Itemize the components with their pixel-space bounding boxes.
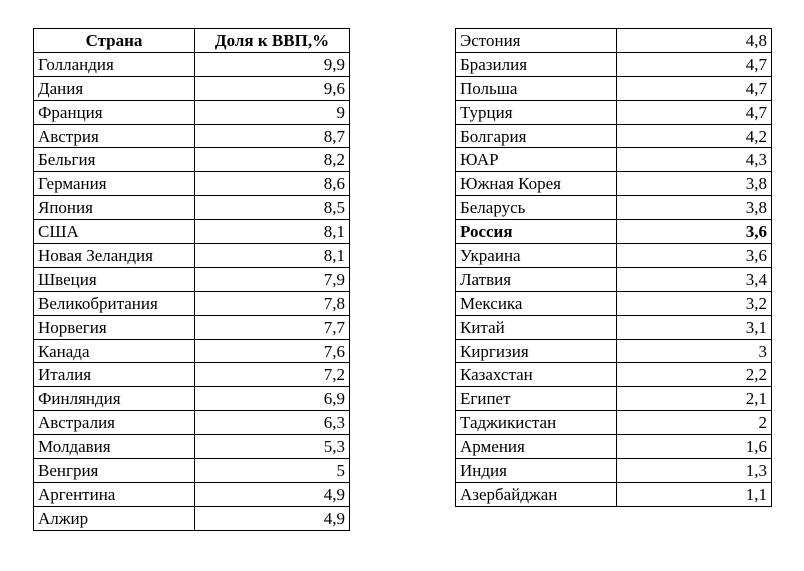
table-row <box>34 387 350 411</box>
table-row <box>456 267 772 291</box>
country-cell: Венгрия <box>34 459 195 483</box>
country-cell: Япония <box>34 196 195 220</box>
country-cell: Россия <box>456 220 617 244</box>
gdp-share-cell: 4,7 <box>617 100 772 124</box>
country-cell: Азербайджан <box>456 482 617 506</box>
gdp-share-cell: 9 <box>195 100 350 124</box>
country-cell: Египет <box>456 387 617 411</box>
table-row <box>34 172 350 196</box>
table-row <box>34 506 350 530</box>
table-row <box>34 315 350 339</box>
gdp-share-cell: 2,1 <box>617 387 772 411</box>
table-row <box>456 100 772 124</box>
country-cell: Таджикистан <box>456 411 617 435</box>
gdp-share-cell: 1,6 <box>617 435 772 459</box>
table-row <box>456 172 772 196</box>
country-cell: Казахстан <box>456 363 617 387</box>
gdp-share-cell: 3,4 <box>617 267 772 291</box>
country-cell: США <box>34 220 195 244</box>
table-row <box>34 482 350 506</box>
table-row <box>34 291 350 315</box>
country-cell: Латвия <box>456 267 617 291</box>
table-row <box>34 52 350 76</box>
table-row <box>456 435 772 459</box>
country-cell: Германия <box>34 172 195 196</box>
table-row <box>34 124 350 148</box>
gdp-share-cell: 3 <box>617 339 772 363</box>
gdp-share-cell: 7,8 <box>195 291 350 315</box>
table-row <box>34 244 350 268</box>
gdp-share-cell: 5,3 <box>195 435 350 459</box>
gdp-share-cell: 7,6 <box>195 339 350 363</box>
left-table-body <box>34 52 350 530</box>
country-cell: Молдавия <box>34 435 195 459</box>
gdp-share-cell: 8,5 <box>195 196 350 220</box>
gdp-share-cell: 6,3 <box>195 411 350 435</box>
gdp-share-cell: 3,8 <box>617 196 772 220</box>
right-table-body <box>456 29 772 507</box>
header-row <box>34 29 350 53</box>
country-cell: Дания <box>34 76 195 100</box>
gdp-share-cell: 3,8 <box>617 172 772 196</box>
column-header-gdp-share: Доля к ВВП,% <box>195 29 350 53</box>
table-row <box>456 76 772 100</box>
country-cell: Австрия <box>34 124 195 148</box>
table-row <box>34 435 350 459</box>
gdp-share-cell: 4,9 <box>195 506 350 530</box>
table-row <box>456 291 772 315</box>
country-cell: Норвегия <box>34 315 195 339</box>
table-row <box>456 29 772 53</box>
country-cell: Канада <box>34 339 195 363</box>
country-cell: Беларусь <box>456 196 617 220</box>
table-row <box>34 196 350 220</box>
table-row <box>456 148 772 172</box>
gdp-share-cell: 9,6 <box>195 76 350 100</box>
gdp-share-cell: 8,7 <box>195 124 350 148</box>
table-row <box>34 363 350 387</box>
country-cell: Австралия <box>34 411 195 435</box>
gdp-share-cell: 3,2 <box>617 291 772 315</box>
country-cell: Голландия <box>34 52 195 76</box>
country-cell: ЮАР <box>456 148 617 172</box>
country-cell: Южная Корея <box>456 172 617 196</box>
gdp-share-cell: 4,7 <box>617 76 772 100</box>
gdp-share-cell: 8,6 <box>195 172 350 196</box>
country-cell: Италия <box>34 363 195 387</box>
country-cell: Индия <box>456 459 617 483</box>
table-row <box>34 100 350 124</box>
table-row <box>34 76 350 100</box>
country-cell: Финляндия <box>34 387 195 411</box>
gdp-share-cell: 8,1 <box>195 220 350 244</box>
table-row <box>456 315 772 339</box>
country-cell: Болгария <box>456 124 617 148</box>
table-row <box>456 387 772 411</box>
country-cell: Эстония <box>456 29 617 53</box>
table-row <box>456 124 772 148</box>
country-cell: Польша <box>456 76 617 100</box>
table-row <box>456 244 772 268</box>
table-row <box>34 411 350 435</box>
country-cell: Новая Зеландия <box>34 244 195 268</box>
country-cell: Украина <box>456 244 617 268</box>
gdp-share-cell: 4,9 <box>195 482 350 506</box>
table-row <box>456 459 772 483</box>
country-cell: Аргентина <box>34 482 195 506</box>
gdp-share-cell: 4,8 <box>617 29 772 53</box>
table-row <box>456 482 772 506</box>
table-row <box>34 339 350 363</box>
table-row <box>456 411 772 435</box>
country-cell: Алжир <box>34 506 195 530</box>
right-data-table <box>455 28 772 507</box>
table-row <box>34 148 350 172</box>
country-cell: Китай <box>456 315 617 339</box>
table-row <box>34 267 350 291</box>
country-cell: Бельгия <box>34 148 195 172</box>
table-row <box>456 363 772 387</box>
country-cell: Киргизия <box>456 339 617 363</box>
gdp-share-cell: 5 <box>195 459 350 483</box>
gdp-share-cell: 7,2 <box>195 363 350 387</box>
table-row <box>34 220 350 244</box>
gdp-share-cell: 8,1 <box>195 244 350 268</box>
gdp-share-cell: 4,2 <box>617 124 772 148</box>
country-cell: Армения <box>456 435 617 459</box>
table-row <box>456 220 772 244</box>
gdp-share-cell: 1,1 <box>617 482 772 506</box>
country-cell: Турция <box>456 100 617 124</box>
gdp-share-cell: 3,1 <box>617 315 772 339</box>
gdp-share-cell: 4,3 <box>617 148 772 172</box>
country-cell: Франция <box>34 100 195 124</box>
country-cell: Мексика <box>456 291 617 315</box>
table-row <box>456 339 772 363</box>
gdp-share-cell: 4,7 <box>617 52 772 76</box>
left-data-table <box>33 28 350 531</box>
gdp-share-cell: 2,2 <box>617 363 772 387</box>
gdp-share-cell: 3,6 <box>617 244 772 268</box>
gdp-share-cell: 7,9 <box>195 267 350 291</box>
gdp-share-cell: 3,6 <box>617 220 772 244</box>
gdp-share-cell: 8,2 <box>195 148 350 172</box>
table-row <box>456 196 772 220</box>
country-cell: Бразилия <box>456 52 617 76</box>
gdp-share-cell: 6,9 <box>195 387 350 411</box>
gdp-share-cell: 2 <box>617 411 772 435</box>
column-header-country: Страна <box>34 29 195 53</box>
gdp-share-cell: 7,7 <box>195 315 350 339</box>
table-row <box>456 52 772 76</box>
gdp-share-cell: 1,3 <box>617 459 772 483</box>
table-row <box>34 459 350 483</box>
country-cell: Швеция <box>34 267 195 291</box>
country-cell: Великобритания <box>34 291 195 315</box>
gdp-share-cell: 9,9 <box>195 52 350 76</box>
